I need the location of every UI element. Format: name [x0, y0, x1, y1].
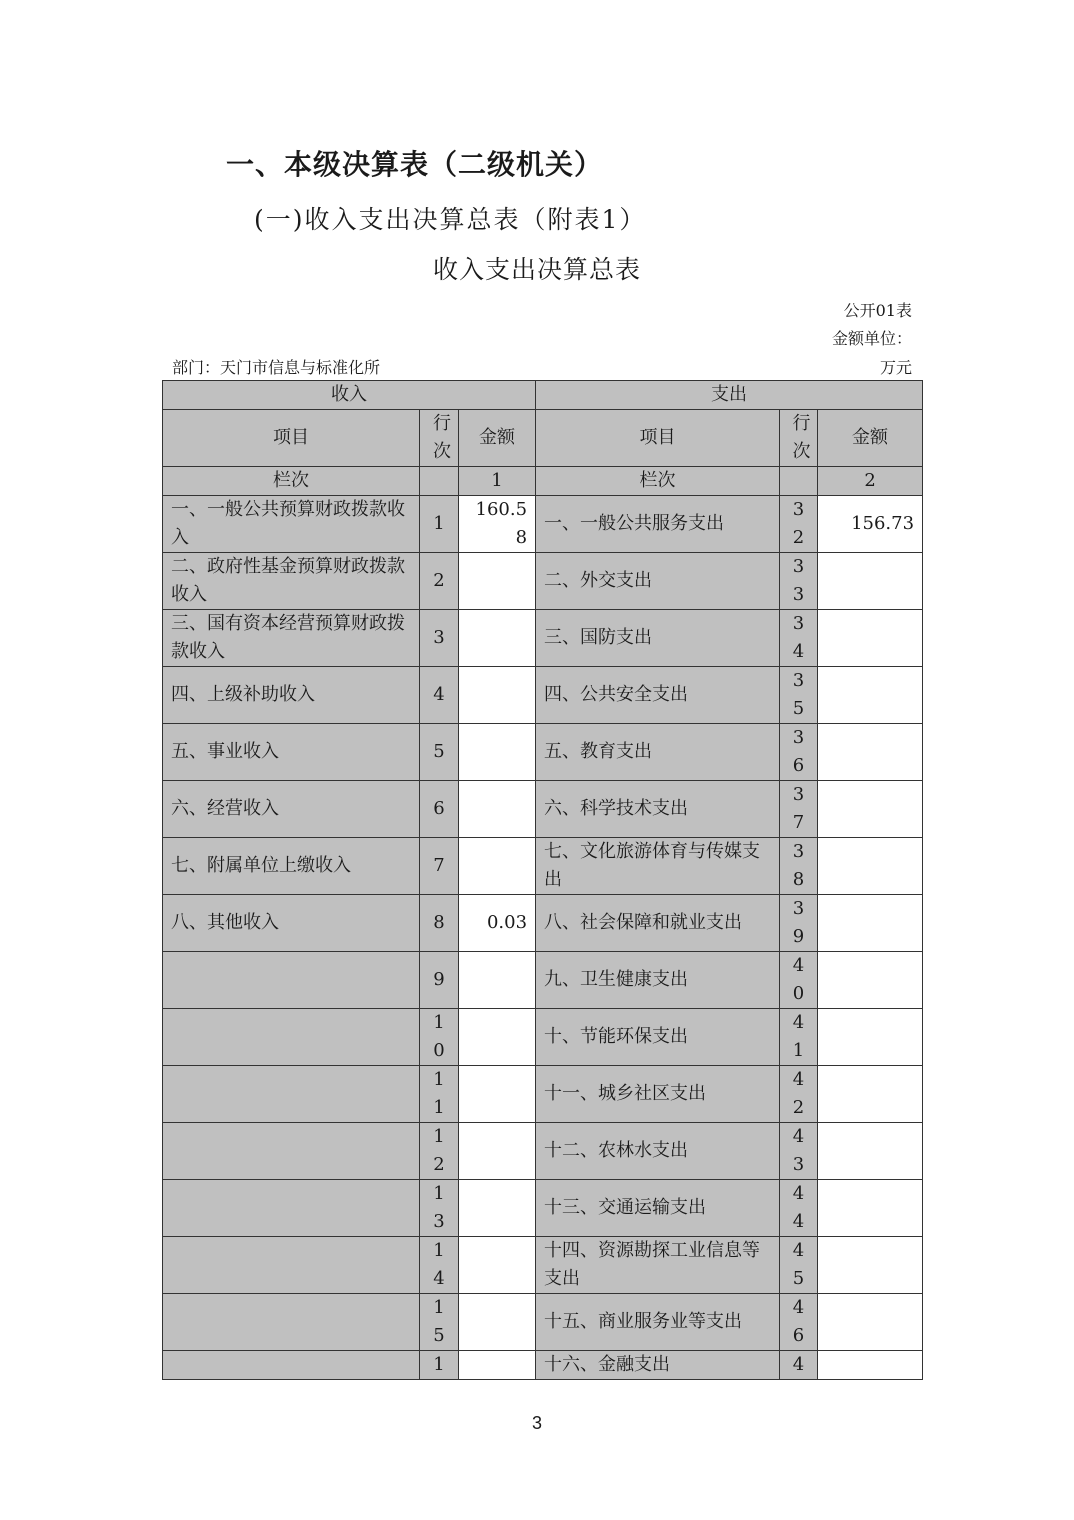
table-row [163, 895, 923, 952]
income-amount-cell [459, 1237, 536, 1294]
table-row [163, 838, 923, 895]
income-column-blank [420, 467, 459, 496]
expense-amount-cell [818, 667, 923, 724]
expense-line-cell: 38 [780, 838, 818, 895]
income-item-cell: 二、政府性基金预算财政拨款收入 [163, 553, 420, 610]
expense-header: 支出 [536, 381, 923, 410]
expense-line-cell: 40 [780, 952, 818, 1009]
income-line-cell: 13 [420, 1180, 459, 1237]
income-column-number: 1 [459, 467, 536, 496]
expense-amount-cell [818, 724, 923, 781]
expense-item-cell: 十四、资源勘探工业信息等支出 [536, 1237, 780, 1294]
income-item-cell [163, 1123, 420, 1180]
expense-line-header: 行次 [780, 410, 818, 467]
table-row [163, 610, 923, 667]
income-amount-cell [459, 1123, 536, 1180]
income-item-cell: 六、经营收入 [163, 781, 420, 838]
income-line-cell: 3 [420, 610, 459, 667]
income-item-cell [163, 952, 420, 1009]
expense-amount-cell [818, 838, 923, 895]
income-line-cell: 11 [420, 1066, 459, 1123]
table-row [163, 724, 923, 781]
income-amount-cell [459, 667, 536, 724]
subsection-heading: (一)收入支出决算总表（附表1） [254, 205, 647, 234]
income-line-cell: 5 [420, 724, 459, 781]
income-column-label: 栏次 [163, 467, 420, 496]
table-row [163, 1066, 923, 1123]
income-item-cell: 三、国有资本经营预算财政拨款收入 [163, 610, 420, 667]
expense-line-cell: 44 [780, 1180, 818, 1237]
expense-item-cell: 十一、城乡社区支出 [536, 1066, 780, 1123]
expense-line-cell: 46 [780, 1294, 818, 1351]
table-row [163, 1009, 923, 1066]
expense-amount-cell [818, 895, 923, 952]
table-row [163, 952, 923, 1009]
income-item-cell: 七、附属单位上缴收入 [163, 838, 420, 895]
income-item-cell [163, 1237, 420, 1294]
expense-amount-cell [818, 553, 923, 610]
income-item-cell [163, 1180, 420, 1237]
expense-line-cell: 42 [780, 1066, 818, 1123]
unit-label: 金额单位： [831, 329, 912, 348]
income-amount-header: 金额 [459, 410, 536, 467]
expense-amount-cell [818, 781, 923, 838]
expense-amount-cell [818, 1294, 923, 1351]
income-amount-cell [459, 838, 536, 895]
page-number: 3 [531, 1413, 542, 1433]
income-line-cell: 4 [420, 667, 459, 724]
expense-line-cell: 41 [780, 1009, 818, 1066]
income-item-cell: 一、一般公共预算财政拨款收入 [163, 496, 420, 553]
department-label: 部门：天门市信息与标准化所 [172, 358, 381, 377]
expense-item-cell: 十三、交通运输支出 [536, 1180, 780, 1237]
income-line-cell: 1 [420, 1351, 459, 1380]
table-row [163, 1237, 923, 1294]
income-amount-cell [459, 1066, 536, 1123]
table-row [163, 1351, 923, 1380]
table-row [163, 781, 923, 838]
expense-line-cell: 36 [780, 724, 818, 781]
income-line-cell: 8 [420, 895, 459, 952]
income-item-cell [163, 1066, 420, 1123]
expense-item-cell: 八、社会保障和就业支出 [536, 895, 780, 952]
income-line-cell: 9 [420, 952, 459, 1009]
expense-amount-cell [818, 1237, 923, 1294]
income-line-cell: 2 [420, 553, 459, 610]
income-expense-table [162, 380, 923, 1380]
expense-amount-cell: 156.73 [818, 496, 923, 553]
expense-item-cell: 六、科学技术支出 [536, 781, 780, 838]
expense-line-cell: 43 [780, 1123, 818, 1180]
income-amount-cell [459, 610, 536, 667]
expense-line-cell: 32 [780, 496, 818, 553]
income-item-cell [163, 1351, 420, 1380]
income-item-cell: 八、其他收入 [163, 895, 420, 952]
table-title: 收入支出决算总表 [432, 255, 641, 284]
income-item-cell: 四、上级补助收入 [163, 667, 420, 724]
section-heading: 一、本级决算表（二级机关） [226, 148, 604, 181]
income-item-cell [163, 1294, 420, 1351]
income-line-cell: 10 [420, 1009, 459, 1066]
expense-item-cell: 十、节能环保支出 [536, 1009, 780, 1066]
expense-item-header: 项目 [536, 410, 780, 467]
expense-amount-cell [818, 610, 923, 667]
income-amount-cell [459, 1294, 536, 1351]
expense-line-cell: 4 [780, 1351, 818, 1380]
expense-amount-cell [818, 1351, 923, 1380]
income-amount-cell [459, 1351, 536, 1380]
expense-item-cell: 五、教育支出 [536, 724, 780, 781]
expense-column-label: 栏次 [536, 467, 780, 496]
income-amount-cell [459, 1009, 536, 1066]
income-amount-cell [459, 553, 536, 610]
expense-item-cell: 九、卫生健康支出 [536, 952, 780, 1009]
form-number: 公开01表 [843, 301, 912, 320]
expense-item-cell: 一、一般公共服务支出 [536, 496, 780, 553]
expense-line-cell: 39 [780, 895, 818, 952]
income-item-header: 项目 [163, 410, 420, 467]
expense-item-cell: 十二、农林水支出 [536, 1123, 780, 1180]
expense-line-cell: 33 [780, 553, 818, 610]
expense-item-cell: 十六、金融支出 [536, 1351, 780, 1380]
expense-line-cell: 37 [780, 781, 818, 838]
table-row [163, 667, 923, 724]
income-item-cell: 五、事业收入 [163, 724, 420, 781]
income-line-cell: 7 [420, 838, 459, 895]
expense-amount-cell [818, 1009, 923, 1066]
income-amount-cell [459, 952, 536, 1009]
income-header: 收入 [163, 381, 536, 410]
expense-item-cell: 四、公共安全支出 [536, 667, 780, 724]
income-item-cell [163, 1009, 420, 1066]
expense-item-cell: 七、文化旅游体育与传媒支出 [536, 838, 780, 895]
expense-amount-cell [818, 1123, 923, 1180]
expense-item-cell: 三、国防支出 [536, 610, 780, 667]
table-row [163, 1180, 923, 1237]
expense-item-cell: 十五、商业服务业等支出 [536, 1294, 780, 1351]
income-line-header: 行次 [420, 410, 459, 467]
expense-amount-header: 金额 [818, 410, 923, 467]
expense-line-cell: 45 [780, 1237, 818, 1294]
table-row [163, 496, 923, 553]
income-line-cell: 6 [420, 781, 459, 838]
income-amount-cell: 0.03 [459, 895, 536, 952]
expense-amount-cell [818, 1066, 923, 1123]
expense-line-cell: 34 [780, 610, 818, 667]
income-amount-cell [459, 781, 536, 838]
income-amount-cell [459, 724, 536, 781]
expense-amount-cell [818, 1180, 923, 1237]
expense-column-number: 2 [818, 467, 923, 496]
expense-line-cell: 35 [780, 667, 818, 724]
expense-amount-cell [818, 952, 923, 1009]
income-amount-cell: 160.58 [459, 496, 536, 553]
expense-item-cell: 二、外交支出 [536, 553, 780, 610]
expense-column-blank [780, 467, 818, 496]
income-amount-cell [459, 1180, 536, 1237]
unit-value: 万元 [879, 358, 912, 377]
income-line-cell: 12 [420, 1123, 459, 1180]
table-row [163, 1294, 923, 1351]
table-row [163, 553, 923, 610]
income-line-cell: 14 [420, 1237, 459, 1294]
table-row [163, 1123, 923, 1180]
income-line-cell: 1 [420, 496, 459, 553]
income-line-cell: 15 [420, 1294, 459, 1351]
